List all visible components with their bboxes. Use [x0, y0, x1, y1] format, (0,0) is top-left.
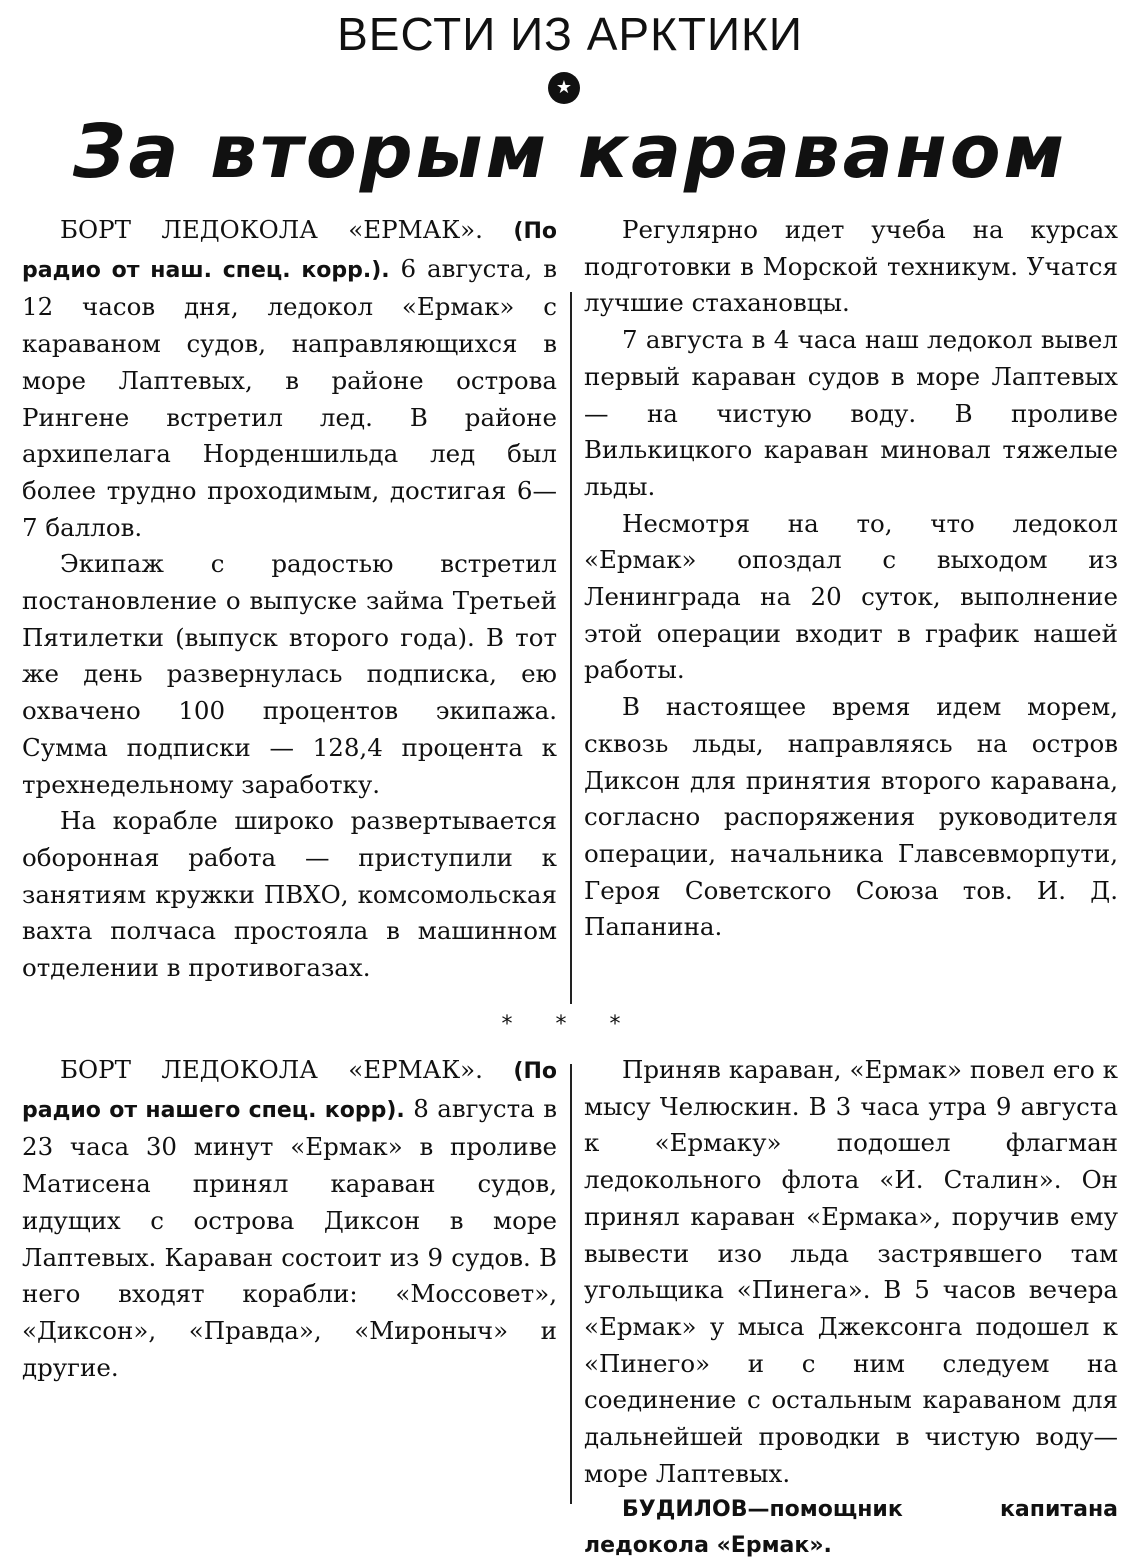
report2-right-column: [584, 1052, 1118, 1564]
report1-paragraph-7: В настоящее время идем морем, сквозь льды, направляясь на остров Диксон для принятия второго каравана, согласно распоряжения руководителя операции, начальника Главсевморпути, Героя Советского Союза тов. И. Д. Папанина.: [584, 692, 1118, 942]
report1-paragraph-1: 6 августа, в 12 часов дня, ледокол «Ермак» с караваном судов, направляющихся в море Лаптевых, в районе острова Рингене встретил лед. В районе архипелага Норденшильда лед был более трудно проходимым, достигая 6—7 баллов.: [22, 253, 557, 542]
report1-right-column: [584, 212, 1118, 946]
report1-source: (По радио от наш. спец. корр.).: [22, 219, 558, 283]
report2-left-column: [22, 1052, 557, 1386]
report1-paragraph-6: Несмотря на то, что ледокол «Ермак» опоздал с выходом из Ленинграда на 20 суток, выполнение этой операции входит в график нашей работы.: [584, 508, 1118, 685]
article-headline: За вторым караваном: [72, 109, 1068, 195]
report2-source: (По радио от нашего спец. корр).: [22, 1059, 558, 1123]
column-rule-bottom: [570, 1064, 572, 1504]
column-rule-top: [570, 292, 572, 1004]
report1-paragraph-4: Регулярно идет учеба на курсах подготовки в Морской техникум. Учатся лучшие стахановцы.: [584, 215, 1118, 318]
report2-paragraph-2: Приняв караван, «Ермак» повел его к мысу Челюскин. В 3 часа утра 9 августа к «Ермаку» подошел флагман ледокольного флота «И. Сталин». Он принял караван «Ермака», поручив ему вывести изо льда застрявшего там угольщика «Пинега». В 5 часов вечера «Ермак» у мыса Джексонга подошел к «Пинего» и с ним следуем на соединение с остальным караваном для дальнейшей проводки в чистую воду—море Лаптевых.: [584, 1055, 1118, 1488]
report2-dateline: БОРТ ЛЕДОКОЛА «ЕРМАК».: [60, 1055, 483, 1084]
report1-dateline: БОРТ ЛЕДОКОЛА «ЕРМАК».: [60, 215, 483, 244]
report2-signature: БУДИЛОВ—помощник капитана ледокола «Ермак».: [584, 1497, 1118, 1559]
section-separator: * * *: [501, 1012, 639, 1037]
report2-lead: [22, 1052, 557, 1386]
report1-left-column: [22, 212, 557, 987]
report1-paragraph-3: На корабле широко развертывается оборонная работа — приступили к занятиям кружки ПВХО, комсомольская вахта полчаса простояла в машинном отделении в противогазах.: [22, 806, 557, 983]
report2-paragraph-1: 8 августа в 23 часа 30 минут «Ермак» в проливе Матисена принял караван судов, идущих с острова Диксон в море Лаптевых. Караван состоит из 9 судов. В него входят корабли: «Моссовет», «Диксон», «Правда», «Мироныч» и другие.: [22, 1093, 557, 1382]
report1-paragraph-5: 7 августа в 4 часа наш ледокол вывел первый караван судов в море Лаптевых — на чистую воду. В проливе Вилькицкого караван миновал тяжелые льды.: [584, 325, 1118, 501]
report1-paragraph-2: Экипаж с радостью встретил постановление о выпуске займа Третьей Пятилетки (выпуск второго года). В тот же день развернулась подписка, ею охвачено 100 процентов экипажа. Сумма подписки — 128,4 процента к трехнедельному заработку.: [22, 549, 557, 799]
section-rubric: ВЕСТИ ИЗ АРКТИКИ: [337, 8, 803, 60]
report1-lead: [22, 212, 557, 546]
star-icon: ★: [548, 72, 580, 104]
